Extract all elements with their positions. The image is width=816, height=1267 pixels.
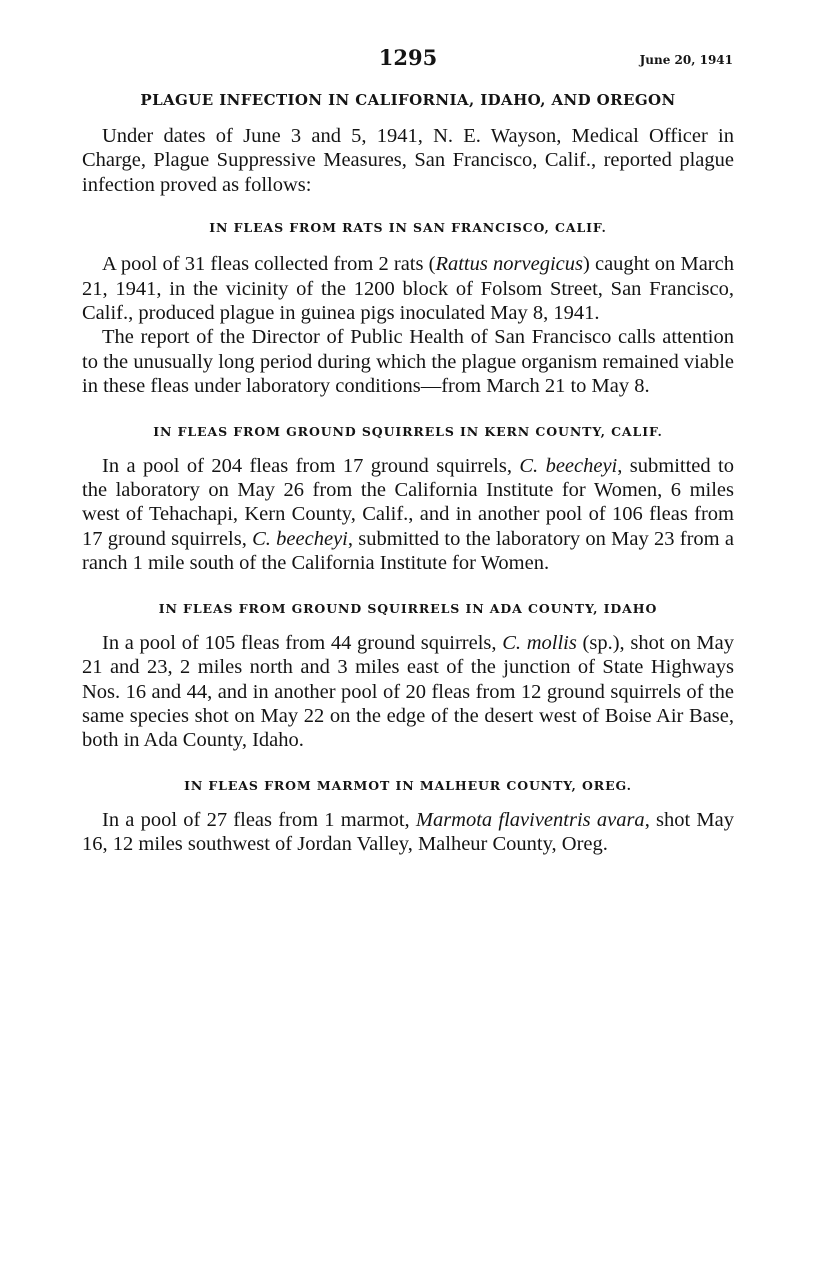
text-run: , shot May 16, 12 miles southwest of Jordan Valley, Malheur County, Oreg. [82, 808, 735, 856]
species-name: C. mollis [502, 631, 577, 654]
page-date: June 20, 1941 [639, 53, 733, 67]
text-run: In a pool of 105 fleas from 44 ground squirrels, [102, 631, 503, 654]
text-run: , submitted to the laboratory on May 26 from the California Institute for Women, 6 miles west of Tehachapi, Kern County, Calif., and in another pool of 106 fleas from 17 ground squirrels, [82, 454, 735, 550]
section-heading-san-francisco: IN FLEAS FROM RATS IN SAN FRANCISCO, CALIF. [209, 220, 607, 236]
species-name: Rattus norvegicus [435, 253, 583, 276]
text-run: , submitted to the laboratory on May 23 from a ranch 1 mile south of the California Institute for Women. [82, 527, 734, 575]
director-report-paragraph: The report of the Director of Public Health of San Francisco calls attention to the unusually long period during which the plague organism remained viable in these fleas under laboratory conditions—from March 21 to May 8. [82, 326, 734, 398]
text-run: In a pool of 204 fleas from 17 ground squirrels, [102, 454, 520, 477]
document-title: PLAGUE INFECTION IN CALIFORNIA, IDAHO, AND OREGON [140, 91, 676, 109]
section-heading-kern-county: IN FLEAS FROM GROUND SQUIRRELS IN KERN COUNTY, CALIF. [153, 423, 663, 439]
species-name: C. beecheyi [519, 454, 618, 477]
ada-county-paragraph [82, 631, 734, 753]
text-run: A pool of 31 fleas collected from 2 rats ( [102, 253, 436, 276]
section-heading-malheur-county: IN FLEAS FROM MARMOT IN MALHEUR COUNTY, OREG. [184, 777, 632, 793]
text-run: ) caught on March 21, 1941, in the vicinity of the 1200 block of Folsom Street, San Francisco, Calif., produced plague in guinea pigs inoculated May 8, 1941. [82, 253, 734, 325]
page-number: 1295 [378, 45, 438, 70]
text-run: (sp.), shot on May 21 and 23, 2 miles north and 3 miles east of the junction of State Highways Nos. 16 and 44, and in another pool of 20 fleas from 12 ground squirrels of the same species shot on May 22 on the edge of the desert west of Boise Air Base, both in Ada County, Idaho. [82, 631, 735, 752]
section-heading-ada-county: IN FLEAS FROM GROUND SQUIRRELS IN ADA COUNTY, IDAHO [158, 600, 658, 616]
kern-county-paragraph [82, 454, 734, 576]
san-francisco-paragraph [82, 252, 734, 325]
species-name: Marmota flaviventris avara [415, 808, 645, 831]
intro-paragraph: Under dates of June 3 and 5, 1941, N. E. Wayson, Medical Officer in Charge, Plague Suppressive Measures, San Francisco, Calif., reported plague infection proved as follows: [82, 125, 734, 196]
malheur-county-paragraph [82, 808, 734, 857]
text-run: In a pool of 27 fleas from 1 marmot, [102, 808, 416, 831]
document-body [82, 88, 734, 857]
species-name: C. beecheyi [252, 527, 348, 550]
